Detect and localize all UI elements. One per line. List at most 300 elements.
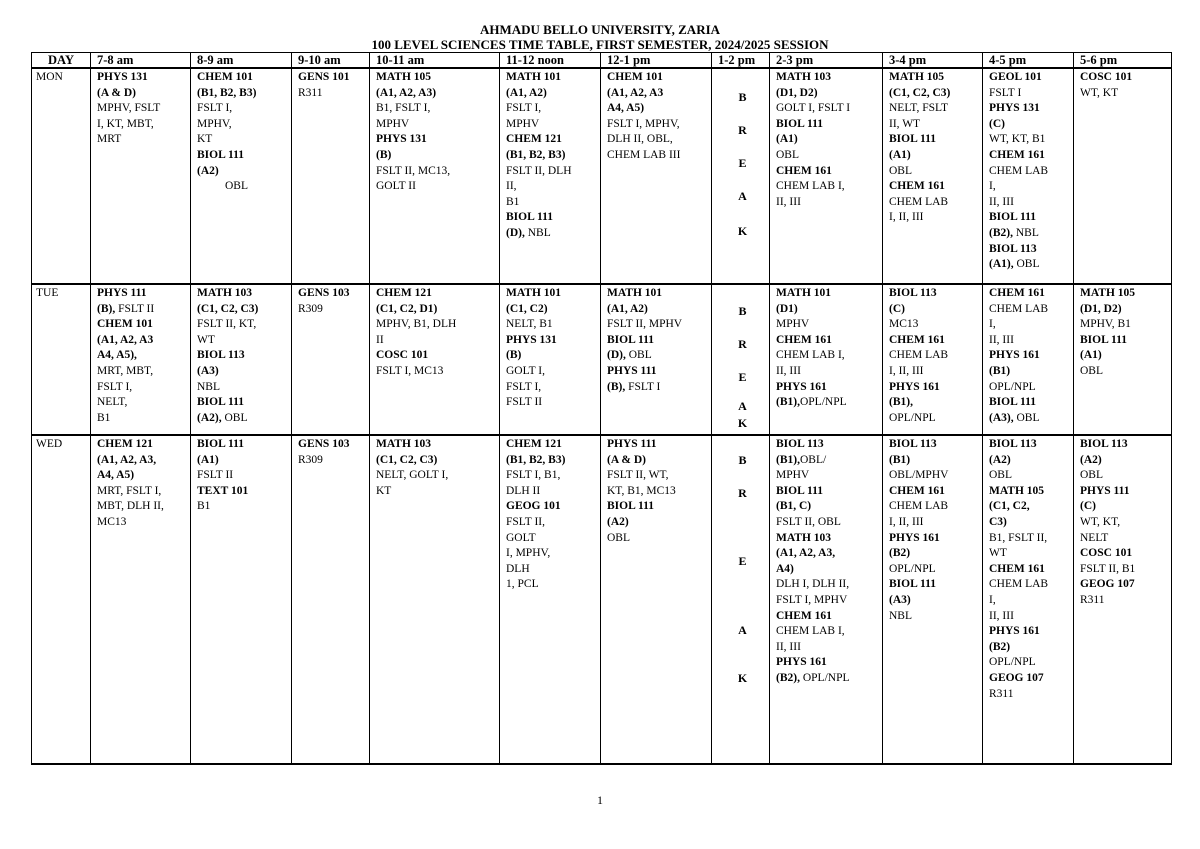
course-code xyxy=(197,348,289,364)
course-code xyxy=(989,640,1071,656)
venue-text xyxy=(506,515,598,531)
venue-text xyxy=(376,364,497,380)
venue-text xyxy=(889,468,980,484)
course-code xyxy=(889,395,980,411)
venue-label: MPHV, B1, DLH xyxy=(376,318,457,331)
column-header: 4-5 pm xyxy=(983,53,1074,69)
break-letter: E xyxy=(738,156,747,170)
venue-text xyxy=(776,348,880,364)
venue-label: I, II, III xyxy=(889,515,924,528)
course-code xyxy=(776,546,880,562)
venue-label: B1 xyxy=(506,195,520,208)
course-code xyxy=(889,577,980,593)
course-label: GENS 103 xyxy=(298,438,350,450)
venue-text xyxy=(776,179,880,195)
venue-label: MRT, MBT, xyxy=(97,364,154,377)
venue-label: CHEM LAB xyxy=(889,195,949,208)
course-label: PHYS 161 xyxy=(889,531,940,544)
venue-label: B1 xyxy=(97,411,111,424)
break-letter: E xyxy=(738,554,747,568)
course-label: (C) xyxy=(889,302,905,315)
course-label: BIOL 111 xyxy=(989,211,1036,224)
venue-label: FSLT I xyxy=(989,86,1022,99)
timetable-cell xyxy=(191,68,292,284)
course-code xyxy=(889,437,980,453)
venue-text xyxy=(506,317,598,333)
venue-text xyxy=(889,210,980,226)
course-label: PHYS 111 xyxy=(97,287,147,299)
course-code xyxy=(889,179,980,195)
venue-label: B1, FSLT II, xyxy=(989,531,1048,544)
venue-label: II, xyxy=(506,180,517,193)
course-code xyxy=(197,411,289,427)
venue-text xyxy=(197,179,289,195)
course-label: (B1) xyxy=(989,364,1011,377)
course-label: (D), xyxy=(607,349,626,362)
column-header: 11-12 noon xyxy=(500,53,601,69)
venue-label: MPHV xyxy=(776,318,810,331)
course-code xyxy=(889,484,980,500)
venue-label: GOLT I, FSLT I xyxy=(776,102,851,115)
venue-text xyxy=(776,468,880,484)
timetable-cell xyxy=(770,284,883,435)
course-code xyxy=(298,437,367,453)
course-label: (B), xyxy=(607,380,626,393)
venue-text xyxy=(1080,317,1169,333)
venue-text xyxy=(506,468,598,484)
course-label: (A & D) xyxy=(607,453,646,466)
venue-label: OBL xyxy=(889,164,912,177)
course-label: BIOL 113 xyxy=(889,287,937,299)
break-cell xyxy=(712,68,770,284)
document-subtitle: 100 LEVEL SCIENCES TIME TABLE, FIRST SEMESTER, 2024/2025 SESSION xyxy=(371,37,829,52)
venue-label: I, xyxy=(989,180,996,193)
venue-text xyxy=(506,164,598,180)
course-label: CHEM 161 xyxy=(776,164,832,177)
course-label: MATH 105 xyxy=(376,71,432,83)
venue-label: FSLT II xyxy=(115,302,155,315)
course-label: (A1) xyxy=(776,133,798,146)
course-code xyxy=(989,562,1071,578)
day-row-mon xyxy=(32,68,1172,284)
venue-text xyxy=(506,546,598,562)
course-label: (B1, C) xyxy=(776,500,812,513)
venue-text xyxy=(889,348,980,364)
venue-text xyxy=(889,364,980,380)
course-label: (A1, A2, A3 xyxy=(97,333,154,346)
venue-label: NELT, B1 xyxy=(506,318,553,331)
course-code xyxy=(776,117,880,133)
course-code xyxy=(607,453,709,469)
course-label: (C1, C2, D1) xyxy=(376,302,438,315)
venue-text xyxy=(97,364,188,380)
course-label: (A1, A2, A3, xyxy=(776,547,836,560)
timetable-cell xyxy=(883,435,983,764)
course-label: (B1) xyxy=(889,453,911,466)
timetable-cell xyxy=(370,435,500,764)
venue-text xyxy=(506,101,598,117)
venue-label: NBL xyxy=(524,226,551,239)
venue-text xyxy=(889,164,980,180)
venue-label: WT xyxy=(989,547,1007,560)
venue-label: I, KT, MBT, xyxy=(97,117,154,130)
course-label: (D1, D2) xyxy=(776,86,818,99)
venue-text xyxy=(97,117,188,133)
venue-text xyxy=(506,380,598,396)
venue-label: I, II, III xyxy=(889,364,924,377)
course-code xyxy=(889,132,980,148)
course-code xyxy=(989,286,1071,302)
venue-text xyxy=(376,101,497,117)
course-label: (B) xyxy=(376,148,392,161)
day-row-tue xyxy=(32,284,1172,435)
venue-text xyxy=(776,364,880,380)
venue-text xyxy=(298,86,367,102)
course-code xyxy=(197,437,289,453)
course-code xyxy=(989,624,1071,640)
venue-text xyxy=(989,577,1071,593)
venue-text xyxy=(989,687,1071,703)
course-label: (A2) xyxy=(989,453,1011,466)
course-code xyxy=(376,148,497,164)
venue-label: FSLT I, B1, xyxy=(506,469,561,482)
timetable-cell xyxy=(91,284,191,435)
venue-text xyxy=(506,531,598,547)
venue-text xyxy=(1080,468,1169,484)
course-code xyxy=(989,453,1071,469)
venue-text xyxy=(989,380,1071,396)
course-label: (A1) xyxy=(889,148,911,161)
venue-text xyxy=(989,468,1071,484)
course-code xyxy=(197,302,289,318)
venue-text xyxy=(97,395,188,411)
course-code xyxy=(776,164,880,180)
timetable xyxy=(31,52,1172,765)
course-label: CHEM 121 xyxy=(376,287,432,299)
venue-label: OPL/NPL xyxy=(799,671,850,684)
break-letter: A xyxy=(738,189,747,203)
venue-text xyxy=(506,364,598,380)
break-letter: A xyxy=(738,623,747,637)
course-code xyxy=(776,484,880,500)
course-label: CHEM 161 xyxy=(776,609,832,622)
course-code xyxy=(776,499,880,515)
venue-text xyxy=(989,609,1071,625)
course-code xyxy=(506,302,598,318)
venue-label: OBL/ xyxy=(799,453,827,466)
venue-label: MPHV xyxy=(776,469,810,482)
course-label: CHEM 101 xyxy=(97,318,153,331)
course-label: BIOL 111 xyxy=(197,396,244,409)
break-letter: B xyxy=(738,453,747,467)
venue-label: CHEM LAB I, xyxy=(776,349,845,362)
course-code xyxy=(506,70,598,86)
venue-text xyxy=(376,317,497,333)
course-code xyxy=(607,101,709,117)
venue-label: FSLT II, OBL xyxy=(776,515,841,528)
venue-label: OPL/NPL xyxy=(799,396,847,409)
course-code xyxy=(1080,546,1169,562)
venue-label: FSLT II xyxy=(506,396,543,409)
course-label: GEOL 101 xyxy=(989,71,1042,83)
venue-label: OBL xyxy=(225,180,248,193)
course-code xyxy=(298,286,367,302)
venue-label: I, MPHV, xyxy=(506,547,551,560)
course-code xyxy=(1080,577,1169,593)
venue-text xyxy=(989,333,1071,349)
venue-text xyxy=(989,531,1071,547)
venue-text xyxy=(97,484,188,500)
course-label: (B2), xyxy=(776,671,800,684)
venue-text xyxy=(1080,531,1169,547)
venue-text xyxy=(989,546,1071,562)
timetable-cell xyxy=(1074,68,1172,284)
course-code xyxy=(776,86,880,102)
course-label: PHYS 161 xyxy=(776,380,827,393)
course-label: BIOL 111 xyxy=(776,484,823,497)
course-code xyxy=(197,484,289,500)
venue-text xyxy=(989,179,1071,195)
course-code xyxy=(1080,333,1169,349)
venue-text xyxy=(776,101,880,117)
course-code xyxy=(607,286,709,302)
venue-label: 1, PCL xyxy=(506,578,539,591)
course-code xyxy=(989,671,1071,687)
course-code xyxy=(1080,348,1169,364)
venue-label: I, II, III xyxy=(889,211,924,224)
course-code xyxy=(889,302,980,318)
venue-label: R309 xyxy=(298,302,323,315)
venue-text xyxy=(989,164,1071,180)
timetable-cell xyxy=(983,284,1074,435)
venue-text xyxy=(776,195,880,211)
course-label: CHEM 161 xyxy=(989,562,1045,575)
venue-label: OBL xyxy=(221,411,248,424)
timetable-cell xyxy=(91,435,191,764)
course-code xyxy=(607,86,709,102)
course-code xyxy=(989,437,1071,453)
break-letter: R xyxy=(738,337,747,351)
venue-label: WT xyxy=(197,333,215,346)
course-label: CHEM 121 xyxy=(97,438,153,450)
course-label: (C1, C2, C3) xyxy=(197,302,259,315)
venue-label: DLH xyxy=(506,562,530,575)
venue-label: FSLT I xyxy=(625,380,661,393)
timetable-cell xyxy=(601,68,712,284)
course-label: (A1) xyxy=(1080,349,1102,362)
course-code xyxy=(97,437,188,453)
venue-label: FSLT II, B1 xyxy=(1080,562,1136,575)
course-label: (A2) xyxy=(1080,453,1102,466)
course-code xyxy=(376,437,497,453)
venue-text xyxy=(889,562,980,578)
venue-label: FSLT I, MPHV, xyxy=(607,117,680,130)
column-header: 10-11 am xyxy=(370,53,500,69)
timetable-cell xyxy=(500,284,601,435)
venue-text xyxy=(1080,562,1169,578)
course-code xyxy=(298,70,367,86)
course-label: (B1, B2, B3) xyxy=(197,86,257,99)
timetable-cell xyxy=(500,435,601,764)
timetable-cell xyxy=(292,68,370,284)
course-label: CHEM 161 xyxy=(989,287,1045,299)
course-code xyxy=(607,302,709,318)
course-code xyxy=(607,348,709,364)
course-label: (C1, C2, C3) xyxy=(889,86,951,99)
venue-text xyxy=(776,317,880,333)
column-header: 9-10 am xyxy=(292,53,370,69)
course-code xyxy=(989,117,1071,133)
venue-label: OBL xyxy=(1013,258,1040,271)
venue-text xyxy=(97,515,188,531)
course-code xyxy=(197,286,289,302)
course-code xyxy=(376,348,497,364)
venue-label: OPL/NPL xyxy=(889,562,936,575)
timetable-cell xyxy=(770,435,883,764)
course-label: CHEM 101 xyxy=(607,71,663,83)
venue-text xyxy=(607,132,709,148)
course-label: (A1, A2, A3) xyxy=(376,86,437,99)
column-header: 8-9 am xyxy=(191,53,292,69)
venue-label: II, III xyxy=(989,333,1014,346)
venue-label: II xyxy=(376,333,384,346)
venue-text xyxy=(376,484,497,500)
course-code xyxy=(889,86,980,102)
course-code xyxy=(889,380,980,396)
venue-text xyxy=(376,333,497,349)
course-label: (A3) xyxy=(889,593,911,606)
course-code xyxy=(376,302,497,318)
venue-label: FSLT II, DLH xyxy=(506,164,572,177)
course-label: BIOL 111 xyxy=(197,148,244,161)
course-code xyxy=(989,411,1071,427)
course-label: (D1) xyxy=(776,302,798,315)
course-label: BIOL 111 xyxy=(989,396,1036,409)
column-header-day: DAY xyxy=(32,53,91,69)
course-code xyxy=(506,348,598,364)
venue-label: MPHV, xyxy=(197,117,232,130)
venue-label: DLH II xyxy=(506,484,541,497)
course-label: (B1), xyxy=(776,396,800,409)
break-letter: K xyxy=(737,416,748,430)
course-code xyxy=(889,453,980,469)
course-code xyxy=(506,286,598,302)
venue-text xyxy=(197,132,289,148)
timetable-cell xyxy=(91,68,191,284)
venue-text xyxy=(607,468,709,484)
venue-label: FSLT I, MC13 xyxy=(376,364,444,377)
course-code xyxy=(1080,453,1169,469)
venue-label: NBL xyxy=(197,380,220,393)
venue-label: CHEM LAB I, xyxy=(776,625,845,638)
column-header: 3-4 pm xyxy=(883,53,983,69)
venue-label: OBL xyxy=(607,531,630,544)
course-label: A4) xyxy=(776,562,794,575)
course-code xyxy=(889,286,980,302)
venue-text xyxy=(889,101,980,117)
course-code xyxy=(776,609,880,625)
timetable-cell xyxy=(370,284,500,435)
course-code xyxy=(97,317,188,333)
document-title: AHMADU BELLO UNIVERSITY, ZARIA xyxy=(479,22,721,37)
course-label: (B2), xyxy=(989,226,1013,239)
course-code xyxy=(607,70,709,86)
venue-text xyxy=(776,640,880,656)
timetable-cell xyxy=(601,435,712,764)
timetable-cell xyxy=(1074,284,1172,435)
venue-text xyxy=(1080,593,1169,609)
venue-text xyxy=(607,531,709,547)
course-code xyxy=(197,86,289,102)
venue-text xyxy=(506,195,598,211)
course-code xyxy=(506,210,598,226)
venue-label: OBL xyxy=(776,148,799,161)
course-label: (A2) xyxy=(197,164,219,177)
break-letter: R xyxy=(738,123,747,137)
course-label: PHYS 111 xyxy=(607,438,657,450)
venue-label: NELT xyxy=(1080,531,1109,544)
course-label: (A1, A2, A3, xyxy=(97,453,157,466)
venue-label: NBL xyxy=(1012,226,1039,239)
course-label: (A1, A2) xyxy=(506,86,547,99)
venue-text xyxy=(506,117,598,133)
venue-text xyxy=(506,179,598,195)
course-code xyxy=(989,257,1071,273)
venue-label: MBT, DLH II, xyxy=(97,500,164,513)
course-code xyxy=(889,593,980,609)
course-label: BIOL 113 xyxy=(889,438,937,450)
course-label: (B), xyxy=(97,302,116,315)
course-label: (B1), xyxy=(776,453,800,466)
venue-label: CHEM LAB xyxy=(889,500,949,513)
course-code xyxy=(197,395,289,411)
course-code xyxy=(97,453,188,469)
course-code xyxy=(776,531,880,547)
break-letter: K xyxy=(737,671,748,685)
venue-text xyxy=(776,515,880,531)
venue-text xyxy=(776,624,880,640)
course-code xyxy=(989,484,1071,500)
venue-text xyxy=(989,132,1071,148)
course-code xyxy=(889,70,980,86)
venue-label: OBL xyxy=(1080,469,1103,482)
course-label: PHYS 161 xyxy=(989,625,1040,638)
venue-text xyxy=(989,195,1071,211)
course-label: (A3) xyxy=(197,364,219,377)
venue-label: B1, FSLT I, xyxy=(376,102,431,115)
venue-label: FSLT I, xyxy=(506,102,542,115)
venue-text xyxy=(376,468,497,484)
column-header: 7-8 am xyxy=(91,53,191,69)
column-header: 12-1 pm xyxy=(601,53,712,69)
venue-label: OBL xyxy=(1080,364,1103,377)
timetable-cell xyxy=(883,68,983,284)
venue-text xyxy=(889,609,980,625)
venue-label: OPL/NPL xyxy=(989,656,1036,669)
break-cell xyxy=(712,435,770,764)
venue-text xyxy=(506,484,598,500)
course-code xyxy=(607,380,709,396)
venue-text xyxy=(776,148,880,164)
venue-text xyxy=(989,86,1071,102)
venue-label: CHEM LAB I, xyxy=(776,180,845,193)
venue-label: DLH I, DLH II, xyxy=(776,578,850,591)
venue-label: OPL/NPL xyxy=(889,411,936,424)
venue-label: CHEM LAB xyxy=(889,349,949,362)
venue-text xyxy=(376,164,497,180)
venue-label: MRT xyxy=(97,133,122,146)
venue-label: GOLT xyxy=(506,531,536,544)
